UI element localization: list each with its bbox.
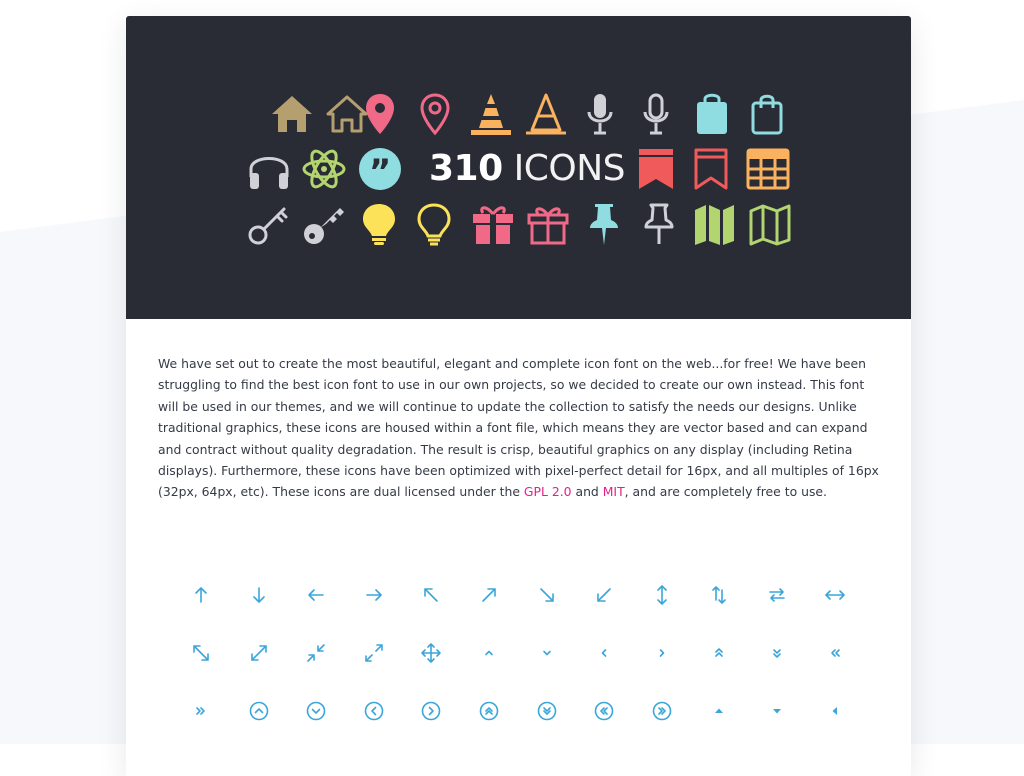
- description-paragraph: [158, 353, 883, 503]
- circle-double-chevron-up-icon[interactable]: [471, 693, 507, 729]
- expand-alt-icon[interactable]: [356, 635, 392, 671]
- home-outline-icon: [328, 97, 366, 131]
- triangle-up-icon[interactable]: [701, 693, 737, 729]
- traffic-cone-icon: [471, 94, 511, 135]
- map-outline-icon: [751, 206, 789, 244]
- shopping-bag-icon: [697, 95, 727, 134]
- arrow-down-icon[interactable]: [241, 577, 277, 613]
- arrows-horizontal-swap-icon[interactable]: [759, 577, 795, 613]
- atom-icon: [304, 148, 344, 191]
- microphone-outline-icon: [645, 95, 667, 133]
- microphone-icon: [589, 94, 611, 133]
- key-outline-icon: [250, 209, 286, 243]
- double-chevron-up-icon[interactable]: [701, 635, 737, 671]
- circle-double-chevron-right-icon[interactable]: [644, 693, 680, 729]
- hero-title: [429, 144, 625, 194]
- circle-double-chevron-down-icon[interactable]: [529, 693, 565, 729]
- double-chevron-down-icon[interactable]: [759, 635, 795, 671]
- circle-chevron-right-icon[interactable]: [413, 693, 449, 729]
- double-chevron-left-icon[interactable]: [817, 635, 853, 671]
- gift-outline-icon: [529, 209, 567, 243]
- icon-font-card: [126, 16, 911, 776]
- description-and: and: [571, 484, 603, 500]
- bookmark-icon: [639, 149, 673, 189]
- light-bulb-icon: [363, 204, 395, 245]
- hero-title-word: ICONS: [513, 148, 625, 189]
- move-icon[interactable]: [413, 635, 449, 671]
- quote-icon: [359, 148, 401, 192]
- triangle-down-icon[interactable]: [759, 693, 795, 729]
- arrow-up-left-icon[interactable]: [413, 577, 449, 613]
- traffic-cone-outline-icon: [526, 95, 566, 133]
- chevron-right-icon[interactable]: [644, 635, 680, 671]
- expand-diagonal-icon[interactable]: [183, 635, 219, 671]
- circle-chevron-down-icon[interactable]: [298, 693, 334, 729]
- mit-link[interactable]: MIT: [602, 484, 625, 500]
- map-pin-outline-icon: [422, 95, 448, 133]
- arrow-up-icon[interactable]: [183, 577, 219, 613]
- description-end: , and are completely free to use.: [624, 484, 827, 500]
- chevron-down-icon[interactable]: [529, 635, 565, 671]
- shrink-icon[interactable]: [298, 635, 334, 671]
- key-icon: [304, 208, 344, 244]
- bookmark-outline-icon: [696, 150, 726, 188]
- svg-text:”: ”: [368, 152, 392, 192]
- triangle-left-icon[interactable]: [817, 693, 853, 729]
- circle-chevron-left-icon[interactable]: [356, 693, 392, 729]
- gift-icon: [473, 208, 513, 244]
- arrow-left-right-icon[interactable]: [817, 577, 853, 613]
- arrow-up-down-icon[interactable]: [644, 577, 680, 613]
- description-text: We have set out to create the most beautiful, elegant and complete icon font on the web...for free! We have been struggling to find the best icon font to use in our own projects, so we decided to create our own instead. This font will be used in our themes, and we will continue to update the collection to satisfy the needs our designs. Unlike traditional graphics, these icons are housed within a font file, which means they are vector based and can expand and contract without quality degradation. The result is crisp, beautiful graphics on any display (including Retina displays). Furthermore, these icons have been optimized with pixel-perfect detail for 16px, and all multiples of 16px (32px, 64px, etc). These icons are dual licensed under the: [158, 356, 879, 500]
- double-chevron-right-icon[interactable]: [183, 693, 219, 729]
- shopping-bag-outline-icon: [753, 96, 781, 133]
- expand-icon[interactable]: [241, 635, 277, 671]
- map-icon: [695, 205, 734, 245]
- arrow-down-left-icon[interactable]: [586, 577, 622, 613]
- light-bulb-outline-icon: [419, 205, 449, 244]
- arrow-left-icon[interactable]: [298, 577, 334, 613]
- arrow-up-right-icon[interactable]: [471, 577, 507, 613]
- circle-double-chevron-left-icon[interactable]: [586, 693, 622, 729]
- push-pin-icon: [590, 204, 618, 245]
- headphones-icon: [250, 159, 288, 190]
- table-icon: [748, 150, 788, 188]
- push-pin-outline-icon: [646, 205, 672, 244]
- arrow-down-right-icon[interactable]: [529, 577, 565, 613]
- arrows-vertical-swap-icon[interactable]: [701, 577, 737, 613]
- chevron-up-icon[interactable]: [471, 635, 507, 671]
- chevron-left-icon[interactable]: [586, 635, 622, 671]
- gpl-link[interactable]: GPL 2.0: [523, 484, 572, 500]
- hero-banner: [126, 16, 911, 319]
- circle-chevron-up-icon[interactable]: [241, 693, 277, 729]
- arrow-right-icon[interactable]: [356, 577, 392, 613]
- home-icon: [272, 96, 312, 132]
- map-pin-icon: [366, 94, 394, 134]
- hero-title-number: 310: [429, 148, 503, 189]
